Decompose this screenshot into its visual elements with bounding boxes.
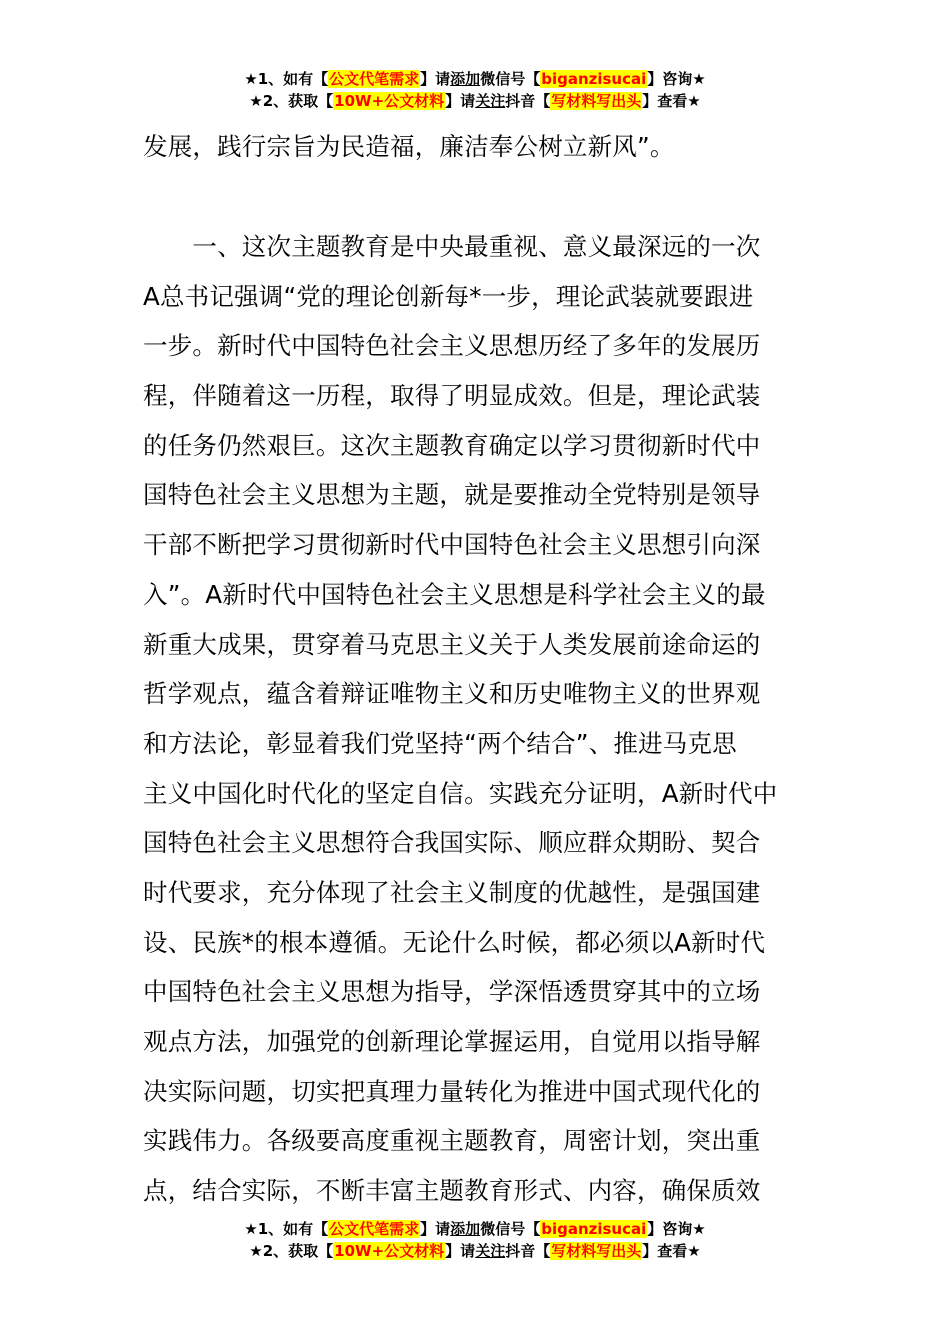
highlight-materials: 10W+公文材料 [334,1242,445,1260]
highlight-wechat-id: biganzisucai [541,1220,647,1238]
highlight-douyin: 写材料写出头 [551,92,642,110]
highlight-wechat-id: biganzisucai [541,70,647,88]
text-line: 实践伟力。各级要高度重视主题教育，周密计划，突出重 [143,1126,761,1156]
text-line: 干部不断把学习贯彻新时代中国特色社会主义思想引向深 [143,530,761,560]
text-line: 主义中国化时代化的坚定自信。实践充分证明，A新时代中 [143,778,778,808]
star-icon: ★ [687,92,701,110]
header-banner [0,68,950,112]
banner-line-1: ★1、如有【公文代笔需求】请添加微信号【biganzisucai】咨询★ [244,1220,706,1238]
main-paragraph [143,222,807,1216]
highlight-ghostwriting: 公文代笔需求 [329,70,420,88]
text-line: 入”。A新时代中国特色社会主义思想是科学社会主义的最 [143,579,766,609]
star-icon: ★ [692,70,706,88]
text-line: 中国特色社会主义思想为指导，学深悟透贯穿其中的立场 [143,977,761,1007]
text-line: 的任务仍然艰巨。这次主题教育确定以学习贯彻新时代中 [143,430,761,460]
text-line: 国特色社会主义思想符合我国实际、顺应群众期盼、契合 [143,828,761,858]
text-line: A总书记强调“党的理论创新每*一步，理论武装就要跟进 [143,281,754,311]
text-line: 设、民族*的根本遵循。无论什么时候，都必须以A新时代 [143,927,766,957]
text-line: 时代要求，充分体现了社会主义制度的优越性，是强国建 [143,877,761,907]
text-line: 和方法论，彰显着我们党坚持“两个结合”、推进马克思 [143,728,737,758]
star-icon: ★ [249,1242,263,1260]
highlight-materials: 10W+公文材料 [334,92,445,110]
text-line: 程，伴随着这一历程，取得了明显成效。但是，理论武装 [143,381,761,411]
star-icon: ★ [692,1220,706,1238]
text-line: 观点方法，加强党的创新理论掌握运用，自觉用以指导解 [143,1027,761,1056]
footer-banner [0,1218,950,1262]
text-line: 发展，践行宗旨为民造福，廉洁奉公树立新风”。 [143,132,675,161]
text-line: 一步。新时代中国特色社会主义思想历经了多年的发展历 [143,331,761,361]
lead-paragraph [143,122,807,172]
star-icon: ★ [687,1242,701,1260]
text-line: 决实际问题，切实把真理力量转化为推进中国式现代化的 [143,1076,761,1106]
banner-line-2: ★2、获取【10W+公文材料】请关注抖音【写材料写出头】查看★ [249,1242,701,1260]
star-icon: ★ [249,92,263,110]
text-line: 一、这次主题教育是中央最重视、意义最深远的一次 [143,232,761,261]
highlight-douyin: 写材料写出头 [551,1242,642,1260]
text-line: 哲学观点，蕴含着辩证唯物主义和历史唯物主义的世界观 [143,679,761,709]
banner-line-2: ★2、获取【10W+公文材料】请关注抖音【写材料写出头】查看★ [249,92,701,110]
text-line: 点，结合实际，不断丰富主题教育形式、内容，确保质效 [143,1176,761,1206]
star-icon: ★ [244,70,258,88]
highlight-ghostwriting: 公文代笔需求 [329,1220,420,1238]
text-line: 新重大成果，贯穿着马克思主义关于人类发展前途命运的 [143,629,761,659]
star-icon: ★ [244,1220,258,1238]
text-line: 国特色社会主义思想为主题，就是要推动全党特别是领导 [143,480,761,510]
banner-line-1: ★1、如有【公文代笔需求】请添加微信号【biganzisucai】咨询★ [244,70,706,88]
